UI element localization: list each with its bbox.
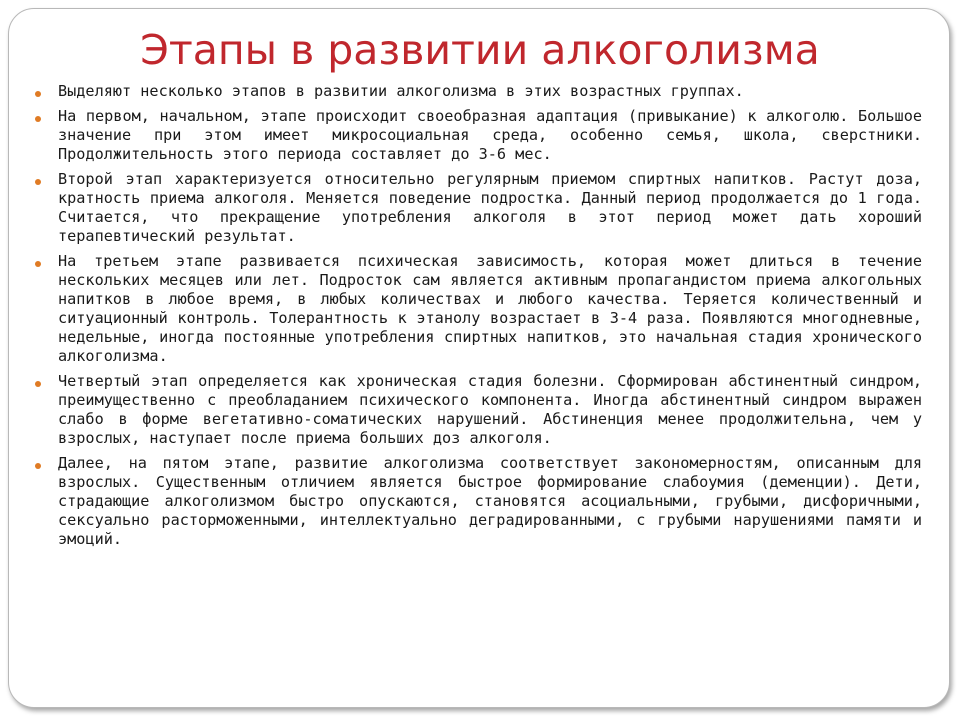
bullet-text: Четвертый этап определяется как хроническая стадия болезни. Сформирован абстинентный синдром, преимущественно с преобладанием психического компонента. Иногда абстинентный синдром выражен слабо в форме вегетативно-соматических нарушений. Абстиненция менее продолжительна, чем у взрослых, наступает после приема больших доз алкоголя.: [58, 372, 922, 447]
bullet-dot-icon: [35, 91, 41, 97]
slide-title: Этапы в развитии алкоголизма: [140, 26, 820, 74]
list-item: [34, 252, 922, 366]
bullet-text: Далее, на пятом этапе, развитие алкоголизма соответствует закономерностям, описанным для взрослых. Существенным отличием является быстрое формирование слабоумия (деменции). Дети, страдающие алкоголизмом быстро опускаются, становятся асоциальными, грубыми, дисфоричными, сексуально расторможенными, интеллектуально деградированными, с грубыми нарушениями памяти и эмоций.: [58, 454, 922, 548]
list-item: [34, 170, 922, 246]
bullet-text: Второй этап характеризуется относительно регулярным приемом спиртных напитков. Растут доза, кратность приема алкоголя. Меняется поведение подростка. Данный период продолжается до 1 года. Считается, что прекращение употребления алкоголя в этот период может дать хороший терапевтический результат.: [58, 170, 922, 245]
list-item: [34, 372, 922, 448]
bullet-text: Выделяют несколько этапов в развитии алкоголизма в этих возрастных группах.: [58, 82, 744, 100]
bullet-list: [34, 82, 922, 555]
bullet-dot-icon: [35, 381, 41, 387]
list-item: [34, 454, 922, 549]
bullet-dot-icon: [35, 116, 41, 122]
bullet-dot-icon: [35, 261, 41, 267]
list-item: [34, 107, 922, 164]
bullet-dot-icon: [35, 179, 41, 185]
bullet-dot-icon: [35, 463, 41, 469]
bullet-text: На третьем этапе развивается психическая зависимость, которая может длиться в течение нескольких месяцев или лет. Подросток сам является активным пропагандистом приема алкогольных напитков в любое время, в любых количествах и любого качества. Теряется количественный и ситуационный контроль. Толерантность к этанолу возрастает в 3-4 раза. Появляются многодневные, недельные, иногда постоянные употребления спиртных напитков, это начальная стадия хронического алкоголизма.: [58, 252, 922, 365]
bullet-text: На первом, начальном, этапе происходит своеобразная адаптация (привыкание) к алкоголю. Большое значение при этом имеет микросоциальная среда, особенно семья, школа, сверстники. Продолжительность этого периода составляет до 3-6 мес.: [58, 107, 922, 163]
list-item: [34, 82, 922, 101]
